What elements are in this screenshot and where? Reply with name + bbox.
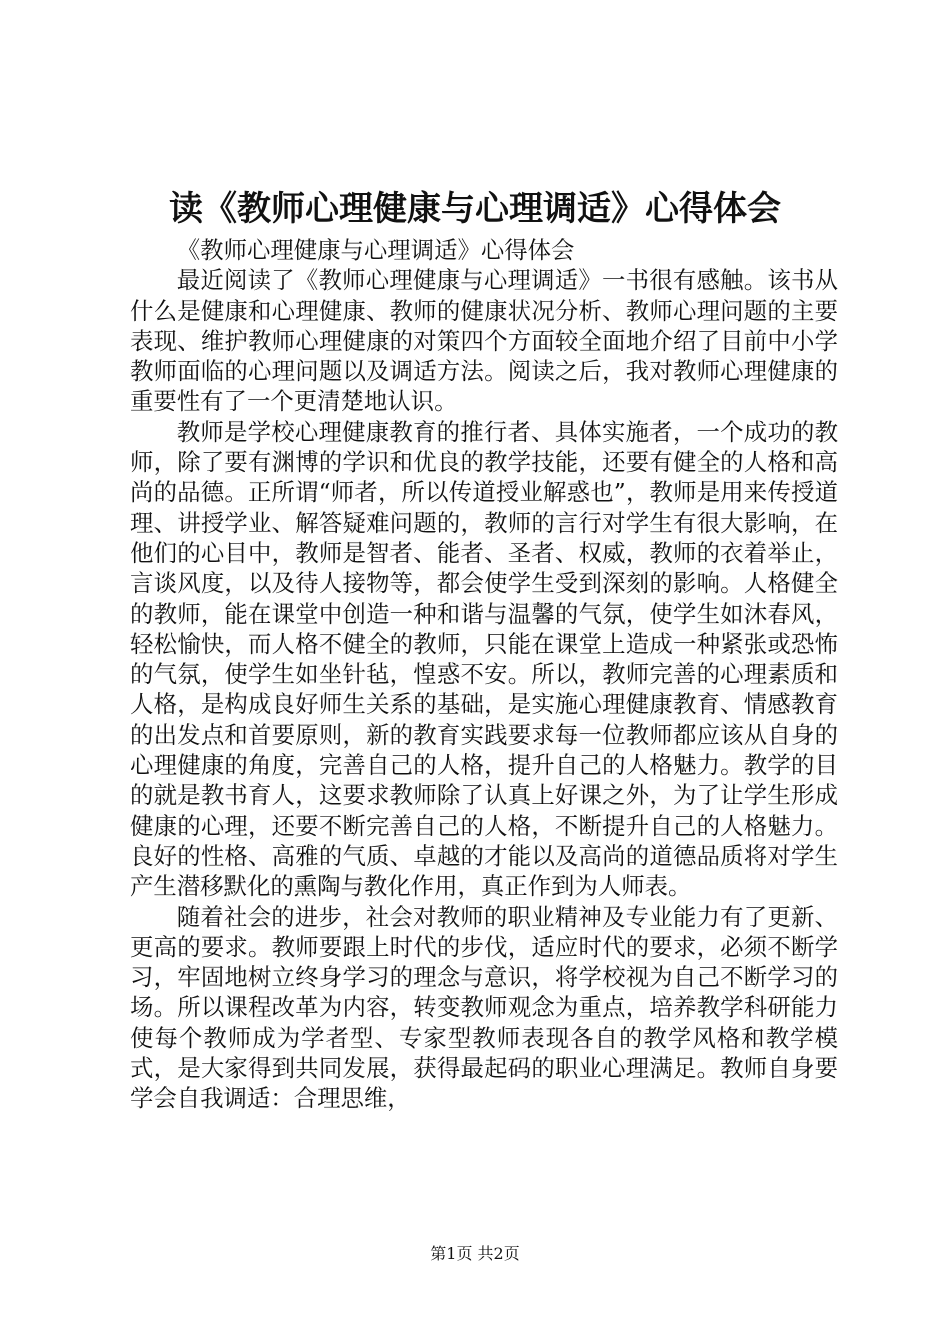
document-title: 读《教师心理健康与心理调适》心得体会 xyxy=(169,189,781,229)
page-number-footer: 第1页 共2页 xyxy=(430,1244,520,1263)
paragraph-subtitle: 《教师心理健康与心理调适》心得体会 xyxy=(176,236,575,264)
paragraph-1: 最近阅读了《教师心理健康与心理调适》一书很有感触。该书从什么是健康和心理健康、教师的健康状况分析、教师心理问题的主要表现、维护教师心理健康的对策四个方面较全面地介绍了目前中小学教师面临的心理问题以及调适方法。阅读之后，我对教师心理健康的重要性有了一个更清楚地认识。 xyxy=(130,266,838,416)
paragraph-2: 教师是学校心理健康教育的推行者、具体实施者，一个成功的教师，除了要有渊博的学识和优良的教学技能，还要有健全的人格和高尚的品德。正所谓“师者，所以传道授业解惑也”，教师是用来传授道理、讲授学业、解答疑难问题的，教师的言行对学生有很大影响，在他们的心目中，教师是智者、能者、圣者、权威，教师的衣着举止，言谈风度，以及待人接物等，都会使学生受到深刻的影响。人格健全的教师，能在课堂中创造一种和谐与温馨的气氛，使学生如沐春风，轻松愉快，而人格不健全的教师，只能在课堂上造成一种紧张或恐怖的气氛，使学生如坐针毡，惶惑不安。所以，教师完善的心理素质和人格，是构成良好师生关系的基础，是实施心理健康教育、情感教育的出发点和首要原则，新的教育实践要求每一位教师都应该从自身的心理健康的角度，完善自己的人格，提升自己的人格魅力。教学的目的就是教书育人，这要求教师除了认真上好课之外，为了让学生形成健康的心理，还要不断完善自己的人格，不断提升自己的人格魅力。良好的性格、高雅的气质、卓越的才能以及高尚的道德品质将对学生产生潜移默化的熏陶与教化作用，真正作到为人师表。 xyxy=(130,417,838,901)
document-body xyxy=(130,235,838,1114)
paragraph-3: 随着社会的进步，社会对教师的职业精神及专业能力有了更新、更高的要求。教师要跟上时代的步伐，适应时代的要求，必须不断学习，牢固地树立终身学习的理念与意识，将学校视为自己不断学习的场。所以课程改革为内容，转变教师观念为重点，培养教学科研能力使每个教师成为学者型、专家型教师表现各自的教学风格和教学模式，是大家得到共同发展，获得最起码的职业心理满足。教师自身要学会自我调适：合理思维， xyxy=(130,902,838,1113)
